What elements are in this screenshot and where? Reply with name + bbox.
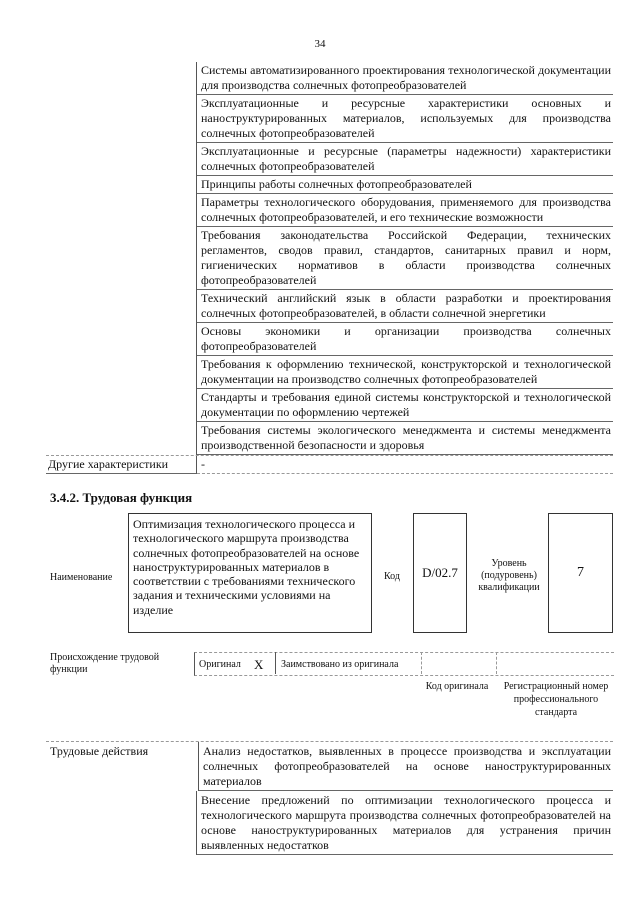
knowledge-item: Системы автоматизированного проектирования технологической документации для производства солнечных фотопреобразователей: [197, 62, 613, 95]
knowledge-item: Принципы работы солнечных фотопреобразователей: [197, 176, 613, 194]
knowledge-item: Технический английский язык в области разработки и проектирования солнечных фотопреобразователей, в области солнечной энергетики: [197, 290, 613, 323]
knowledge-item: Требования законодательства Российской Федерации, технических регламентов, сводов правил, стандартов, санитарных правил и норм, гигиенических нормативов в области производства солнечных фотопреобразователей: [197, 227, 613, 290]
knowledge-row: [46, 95, 613, 143]
origin-label: Происхождение трудовой функции: [50, 652, 160, 675]
other-characteristics-label: Другие характеристики: [46, 456, 197, 474]
knowledge-row: [46, 290, 613, 323]
knowledge-item: Требования к оформлению технической, конструкторской и технологической документации на производство солнечных фотопреобразователей: [197, 356, 613, 389]
origin-borrowed-label: Заимствовано из оригинала: [281, 659, 399, 670]
knowledge-item: Основы экономики и организации производства солнечных фотопреобразователей: [197, 323, 613, 356]
origin-code-label: Код оригинала: [425, 681, 489, 692]
qualification-level: 7: [548, 513, 613, 633]
page-number: 34: [314, 38, 326, 50]
other-characteristics-row: [46, 455, 613, 474]
knowledge-row: [46, 422, 613, 455]
knowledge-row: [46, 356, 613, 389]
origin-divider: [496, 652, 497, 674]
origin-original-mark: X: [254, 657, 264, 672]
function-code: D/02.7: [413, 513, 467, 633]
knowledge-item: Параметры технологического оборудования, применяемого для производства солнечных фотопреобразователей, и его технические возможности: [197, 194, 613, 227]
function-name-label: Наименование: [50, 572, 113, 583]
knowledge-row: [46, 143, 613, 176]
knowledge-row: [46, 62, 613, 95]
knowledge-item: Эксплуатационные и ресурсные (параметры надежности) характеристики солнечных фотопреобразователей: [197, 143, 613, 176]
knowledge-item: Требования системы экологического менеджмента и системы менеджмента производственной безопасности и здоровья: [197, 422, 613, 455]
labor-action-item: Внесение предложений по оптимизации технологического процесса и технологического маршрута производства солнечных фотопреобразователей на основе наноструктурированных материалов для устранения причин выявленных недостатков: [197, 791, 613, 855]
qualification-level-label: Уровень (подуровень) квалификации: [478, 558, 540, 593]
labor-actions-label: Трудовые действия: [46, 742, 199, 791]
labor-action-row: [46, 742, 613, 791]
other-characteristics-value: -: [197, 456, 613, 474]
function-name: Оптимизация технологического процесса и технологического маршрута производства солнечных фотопреобразователей на основе наноструктурированных материалов в соответствии с требованиями технического задания и техническими условиями на изделие: [128, 513, 372, 633]
origin-divider: [421, 652, 422, 674]
labor-actions-table: [46, 741, 613, 855]
knowledge-item: Эксплуатационные и ресурсные характеристики основных и наноструктурированных материалов, используемых для производства солнечных фотопреобразователей: [197, 95, 613, 143]
knowledge-row: [46, 176, 613, 194]
knowledge-table: [46, 62, 613, 474]
knowledge-item: Стандарты и требования единой системы конструкторской и технологической документации по оформлению чертежей: [197, 389, 613, 422]
origin-reg-number-label: Регистрационный номер профессионального стандарта: [503, 681, 609, 718]
labor-action-item: Анализ недостатков, выявленных в процессе производства и эксплуатации солнечных фотопреобразователей на основе наноструктурированных материалов: [199, 742, 613, 791]
origin-divider: [275, 652, 276, 674]
knowledge-row: [46, 389, 613, 422]
origin-original-label: Оригинал: [199, 659, 241, 670]
knowledge-row: [46, 227, 613, 290]
labor-action-row: [46, 791, 613, 855]
knowledge-row: [46, 194, 613, 227]
knowledge-row: [46, 323, 613, 356]
function-code-label: Код: [384, 571, 400, 582]
section-title: 3.4.2. Трудовая функция: [50, 490, 193, 505]
